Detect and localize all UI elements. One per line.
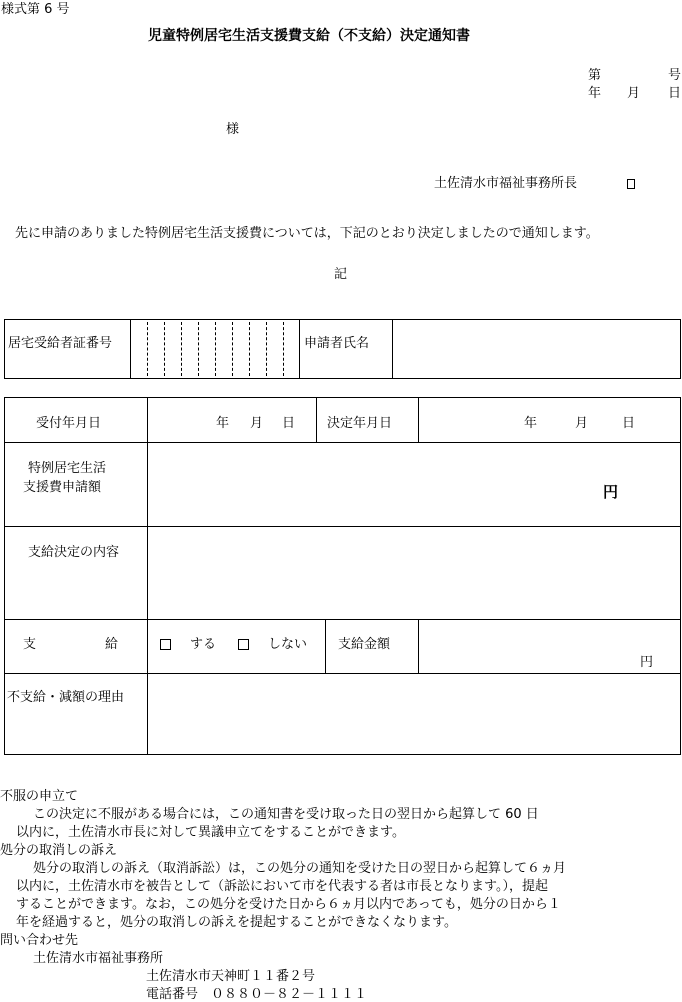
amount-label-line2: 支援費申請額 <box>23 480 102 495</box>
intro-text: 先に申請のありました特例居宅生活支援費については，下記のとおり決定しましたので通知します。 <box>15 226 599 241</box>
divider <box>325 619 326 673</box>
divider <box>4 526 681 527</box>
cancel-heading: 処分の取消しの訴え <box>0 843 118 858</box>
date-year: 年 <box>588 86 602 101</box>
divider <box>418 619 419 673</box>
digit-divider <box>164 322 165 376</box>
page-title: 児童特例居宅生活支援費支給（不支給）決定通知書 <box>148 28 470 44</box>
cancel-line-3: することができます。なお，この処分を受けた日から６ヵ月以内であっても，処分の日から１ <box>16 897 561 912</box>
date-month: 月 <box>627 86 641 101</box>
payment-label-char1: 支 <box>23 637 37 652</box>
divider <box>130 319 131 379</box>
yen-unit-large: 円 <box>603 483 619 501</box>
doc-no-prefix: 第 <box>588 68 602 83</box>
digit-divider <box>266 322 267 376</box>
decision-date-day: 日 <box>622 416 636 431</box>
doc-no-suffix: 号 <box>668 68 682 83</box>
form-number: 様式第 6 号 <box>1 2 70 17</box>
pay-yes-checkbox[interactable] <box>160 639 171 650</box>
amount-label-line1: 特例居宅生活 <box>28 461 107 476</box>
appeal-line-1: この決定に不服がある場合には，この通知書を受け取った日の翌日から起算して 60 日 <box>33 807 539 822</box>
digit-divider <box>283 322 284 376</box>
payment-amount-label: 支給金額 <box>338 637 391 652</box>
digit-divider <box>232 322 233 376</box>
digit-divider <box>215 322 216 376</box>
received-date-month: 月 <box>250 416 264 431</box>
appeal-heading: 不服の申立て <box>0 789 79 804</box>
cancel-line-1: 処分の取消しの訴え（取消訴訟）は，この処分の通知を受けた日の翌日から起算して６ヵ月 <box>33 861 567 876</box>
divider <box>418 397 419 442</box>
applicant-name-label: 申請者氏名 <box>304 336 370 351</box>
decision-content-label: 支給決定の内容 <box>28 545 120 560</box>
decision-date-label: 決定年月日 <box>327 416 393 431</box>
appeal-line-2: 以内に，土佐清水市長に対して異議申立てをすることができます。 <box>16 825 405 840</box>
rejection-reason-label: 不支給・減額の理由 <box>7 690 125 705</box>
yen-unit-small: 円 <box>640 655 654 670</box>
divider <box>4 673 681 674</box>
received-date-day: 日 <box>282 416 296 431</box>
issuer: 土佐清水市福祉事務所長 <box>434 176 578 191</box>
digit-divider <box>147 322 148 376</box>
decision-date-month: 月 <box>575 416 589 431</box>
digit-divider <box>181 322 182 376</box>
cert-number-label: 居宅受給者証番号 <box>8 336 113 351</box>
received-date-label: 受付年月日 <box>36 416 102 431</box>
ki-label: 記 <box>334 267 348 282</box>
payment-label-char2: 給 <box>105 637 119 652</box>
divider <box>392 319 393 379</box>
divider <box>147 397 148 755</box>
pay-no-checkbox[interactable] <box>238 639 249 650</box>
cancel-line-2: 以内に，土佐清水市を被告として（訴訟において市を代表する者は市長となります。），提起 <box>16 879 548 894</box>
divider <box>4 619 681 620</box>
digit-divider <box>249 322 250 376</box>
contact-heading: 問い合わせ先 <box>0 933 79 948</box>
pay-yes-label: する <box>190 637 217 652</box>
received-date-year: 年 <box>216 416 230 431</box>
contact-address: 土佐清水市天神町１１番２号 <box>146 969 316 984</box>
divider <box>4 442 681 443</box>
divider <box>316 397 317 442</box>
digit-divider <box>198 322 199 376</box>
divider <box>299 319 300 379</box>
date-day: 日 <box>668 86 682 101</box>
recipient-suffix: 様 <box>226 122 240 137</box>
contact-phone: 電話番号 ０８８０－８２－１１１１ <box>146 987 368 1002</box>
decision-date-year: 年 <box>524 416 538 431</box>
cancel-line-4: 年を経過すると，処分の取消しの訴えを提起することができなくなります。 <box>16 915 457 930</box>
contact-office: 土佐清水市福祉事務所 <box>33 951 164 966</box>
seal-icon <box>627 179 635 189</box>
pay-no-label: しない <box>268 637 308 652</box>
